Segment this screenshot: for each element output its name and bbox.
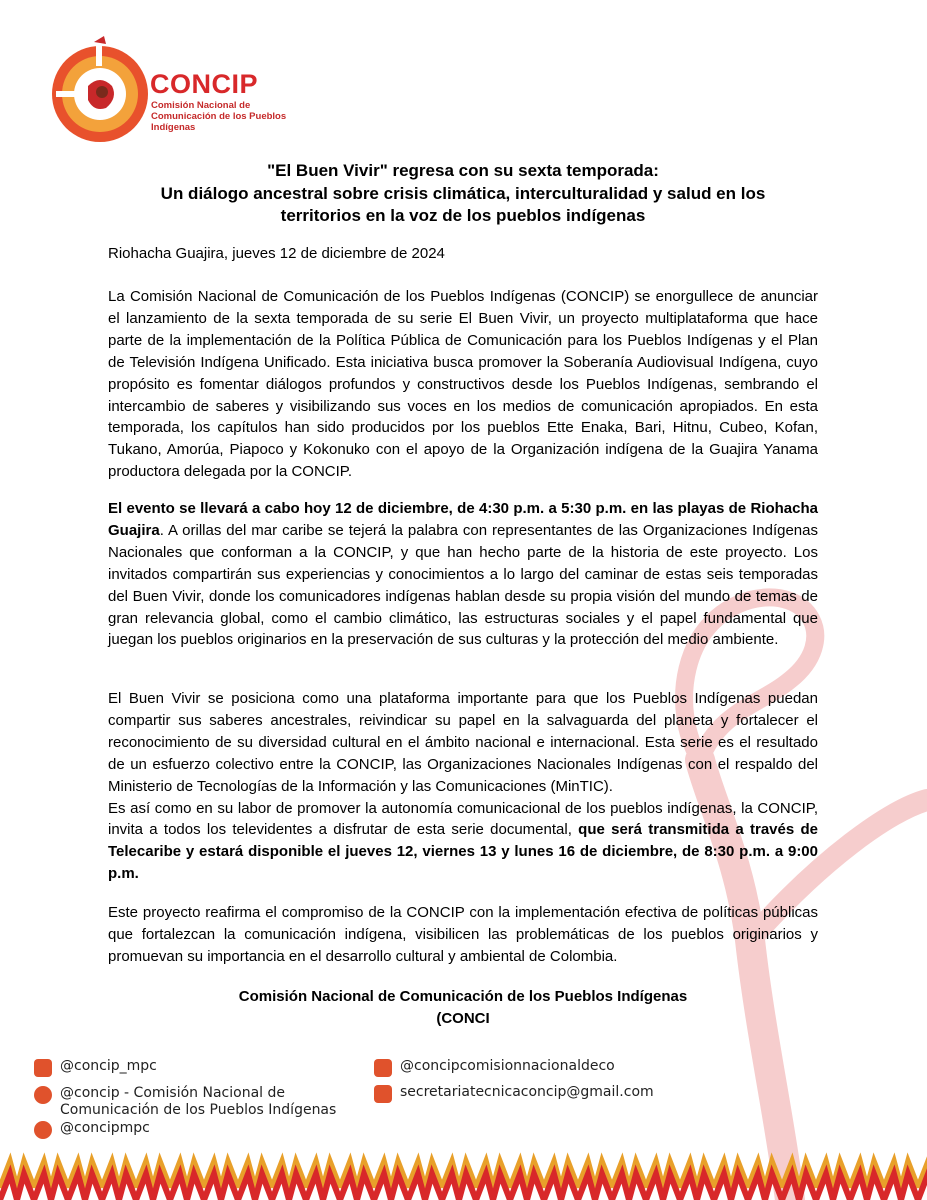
instagram-icon — [34, 1059, 52, 1077]
signature — [108, 986, 818, 1030]
logo-name: CONCIP — [150, 69, 259, 99]
x-handle: @concipmpc — [60, 1120, 150, 1136]
facebook-icon — [34, 1086, 52, 1104]
title-line-2: Un diálogo ancestral sobre crisis climática, interculturalidad y salud en los — [160, 183, 766, 203]
title-line-3: territorios en la voz de los pueblos indígenas — [280, 206, 646, 225]
broadcast-text — [108, 798, 818, 886]
event-details-text: . A orillas del mar caribe se tejerá la palabra con representantes de las Organizaciones Indígenas Nacionales que conforman a la CONCIP, y que han hecho parte de la historia de este proyecto. Los invitados compartirán sus experiencias y conocimientos a lo largo del caminar de estas seis temporadas del Buen Vivir, donde los comunicadores indígenas hablan desde su propia visión del mundo de temas de gran relevancia global, como el cambio climático, las estructuras sociales y el papel fundamental que juegan los pueblos originarios en la preservación de sus culturas y la protección del medio ambiente. — [108, 521, 818, 649]
youtube-handle: @concipcomisionnacionaldeco — [400, 1058, 615, 1074]
facebook-handle: @concip - Comisión Nacional de — [60, 1085, 285, 1101]
decorative-border — [0, 1148, 927, 1200]
press-release-title — [108, 160, 818, 228]
x-icon — [34, 1121, 52, 1139]
email-address: secretariatecnicaconcip@gmail.com — [400, 1084, 654, 1100]
event-details-bold: El evento se llevará a cabo hoy 12 de diciembre, de 4:30 p.m. a 5:30 p.m. en las playas de Riohacha Guajira — [108, 500, 818, 539]
dateline: Riohacha Guajira, jueves 12 de diciembre de 2024 — [108, 245, 445, 262]
signature-line-2: (CONCI — [436, 1009, 490, 1027]
paragraph-closing: Este proyecto reafirma el compromiso de la CONCIP con la implementación efectiva de políticas públicas que fortalezcan la comunicación indígena, visibilicen las problemáticas de los pueblos originarios y promuevan su importancia en el desarrollo cultural y ambiental de Colombia. — [108, 904, 818, 965]
concip-emblem-icon — [48, 36, 160, 148]
title-line-1: "El Buen Vivir" regresa con su sexta temporada: — [267, 161, 659, 180]
paragraph-platform — [108, 688, 818, 885]
facebook-handle-line2: Comunicación de los Pueblos Indígenas — [60, 1102, 337, 1118]
platform-text: El Buen Vivir se posiciona como una plataforma importante para que los Pueblos Indígenas puedan compartir sus saberes ancestrales, reivindicar su papel en la salvaguarda del planeta y fortalecer el reconocimiento de su diversidad cultural en el ámbito nacional e internacional. Esta serie es el resultado de un esfuerzo colectivo entre la CONCIP, las Organizaciones Nacionales Indígenas con el respaldo del Ministerio de Tecnologías de la Información y las Comunicaciones (MinTIC). — [108, 690, 818, 795]
instagram-handle: @concip_mpc — [60, 1058, 157, 1074]
signature-line-1: Comisión Nacional de Comunicación de los Pueblos Indígenas — [238, 988, 688, 1005]
paragraph-intro: La Comisión Nacional de Comunicación de los Pueblos Indígenas (CONCIP) se enorgullece de anunciar el lanzamiento de la sexta temporada de su serie El Buen Vivir, un proyecto multiplataforma que hace parte de la implementación de la Política Pública de Comunicación para los Pueblos Indígenas y el Plan de Televisión Indígena Unificado. Esta iniciativa busca promover la Soberanía Audiovisual Indígena, cuyo propósito es fomentar diálogos profundos y constructivos desde los Pueblos Indígenas, sembrando el intercambio de saberes y visibilizando sus voces en los medios de comunicación apropiados. En esta temporada, los capítulos han sido producidos por los pueblos Ette Enaka, Bari, Hitnu, Cubeo, Kofan, Tukano, Amorúa, Piapoco y Kokonuko con el apoyo de la Organización indígena de la Guajira Yanama productora delegada por la CONCIP. — [108, 288, 818, 481]
logo-subtitle: Comisión Nacional de Comunicación de los Pueblos Indígenas — [151, 100, 287, 133]
broadcast-intro: Es así como en su labor de promover la autonomía comunicacional de los pueblos indígenas, la CONCIP, invita a todos los televidentes a disfrutar de esta serie documental, — [108, 799, 818, 839]
concip-logo — [48, 36, 287, 148]
email-icon — [374, 1085, 392, 1103]
broadcast-schedule-bold: que será transmitida a través de Telecaribe y estará disponible el jueves 12, viernes 13 y lunes 16 de diciembre, de 8:30 p.m. a 9:00 p.m. — [108, 821, 818, 883]
facebook-handle-block — [60, 1085, 336, 1119]
paragraph-event — [108, 498, 818, 651]
youtube-icon — [374, 1059, 392, 1077]
